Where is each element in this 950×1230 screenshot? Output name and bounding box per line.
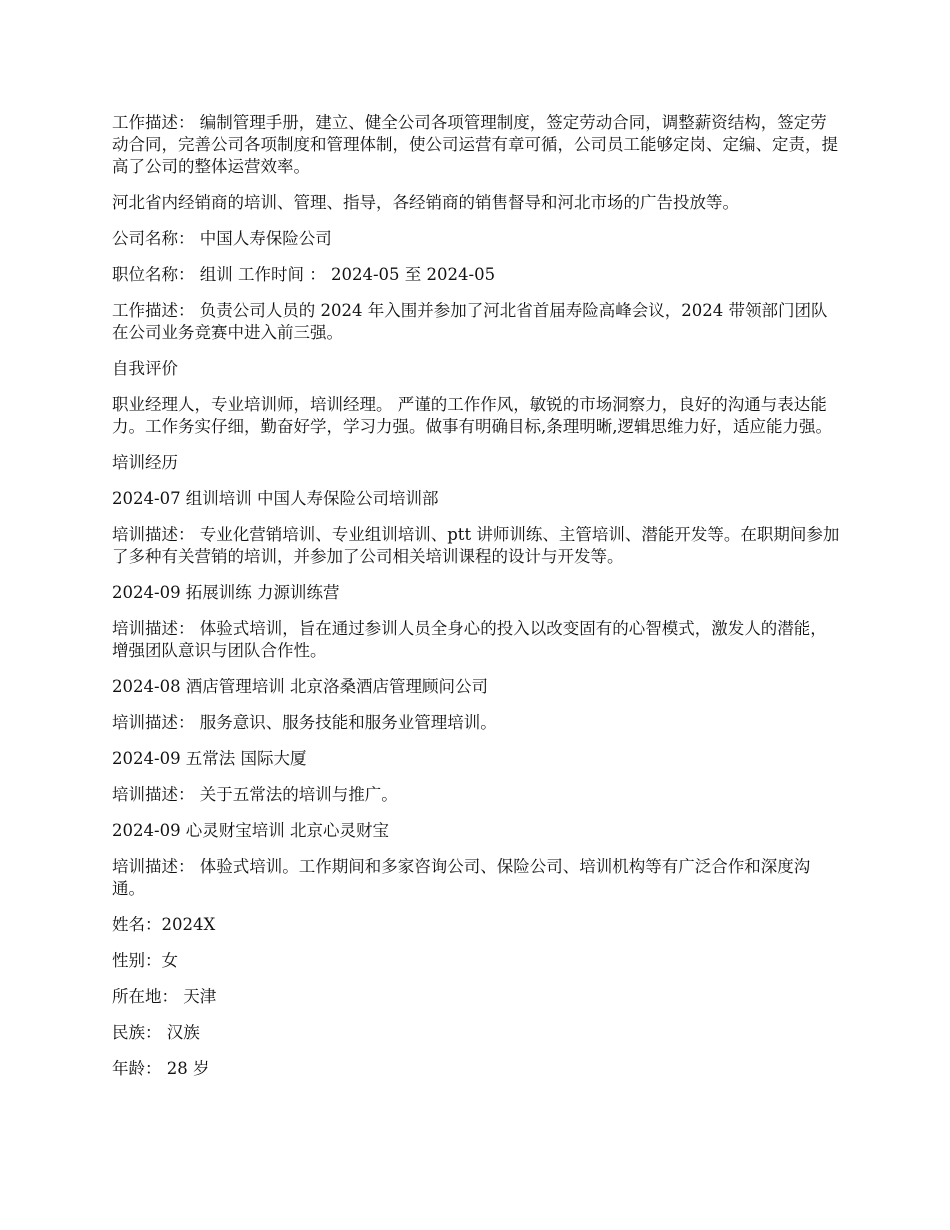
- training-description: 培训描述： 专业化营销培训、专业组训培训、ptt 讲师训练、主管培训、潜能开发等。在职期间参加了多种有关营销的培训，并参加了公司相关培训课程的设计与开发等。: [112, 525, 840, 566]
- self-evaluation-paragraph: 职业经理人，专业培训师，培训经理。 严谨的工作作风，敏锐的市场洞察力，良好的沟通与表达能力。工作务实仔细，勤奋好学，学习力强。做事有明确目标,条理明晰,逻辑思维力好，适应能力强。: [112, 395, 832, 436]
- training-description: 培训描述： 关于五常法的培训与推广。: [112, 785, 398, 804]
- training-entry-title: 2024-08 酒店管理培训 北京洛桑酒店管理顾问公司: [112, 677, 489, 696]
- document-body: [112, 112, 840, 1094]
- training-entry-title: 2024-09 拓展训练 力源训练营: [112, 583, 340, 602]
- section-heading-training: 培训经历: [112, 453, 178, 472]
- training-description: 培训描述： 体验式培训，旨在通过参训人员全身心的投入以改变固有的心智模式，激发人的潜能，增强团队意识与团队合作性。: [112, 619, 827, 660]
- company-name-line: 公司名称： 中国人寿保险公司: [112, 229, 332, 248]
- section-heading-self-evaluation: 自我评价: [112, 359, 178, 378]
- job-title-line: 职位名称： 组训 工作时间 ： 2024-05 至 2024-05: [112, 265, 496, 284]
- training-description: 培训描述： 服务意识、服务技能和服务业管理培训。: [112, 713, 497, 732]
- training-entry-title: 2024-09 五常法 国际大厦: [112, 749, 307, 768]
- personal-info-age: 年龄： 28 岁: [112, 1059, 210, 1078]
- personal-info-name: 姓名：2024X: [112, 915, 216, 934]
- training-entry-title: 2024-09 心灵财宝培训 北京心灵财宝: [112, 821, 390, 840]
- training-entry-title: 2024-07 组训培训 中国人寿保险公司培训部: [112, 489, 439, 508]
- training-description: 培训描述： 体验式培训。工作期间和多家咨询公司、保险公司、培训机构等有广泛合作和深度沟通。: [112, 857, 811, 898]
- work-duty-paragraph: 河北省内经销商的培训、管理、指导，各经销商的销售督导和河北市场的广告投放等。: [112, 193, 739, 212]
- work-description-paragraph: 工作描述： 编制管理手册，建立、健全公司各项管理制度，签定劳动合同，调整薪资结构，签定劳动合同，完善公司各项制度和管理体制，使公司运营有章可循，公司员工能够定岗、定编、定责，提高了公司的整体运营效率。: [112, 113, 838, 176]
- personal-info-location: 所在地： 天津: [112, 987, 217, 1006]
- personal-info-gender: 性别：女: [112, 951, 178, 970]
- work-description-paragraph: 工作描述： 负责公司人员的 2024 年入围并参加了河北省首届寿险高峰会议，2024 带领部门团队在公司业务竞赛中进入前三强。: [112, 301, 828, 342]
- personal-info-ethnicity: 民族： 汉族: [112, 1023, 200, 1042]
